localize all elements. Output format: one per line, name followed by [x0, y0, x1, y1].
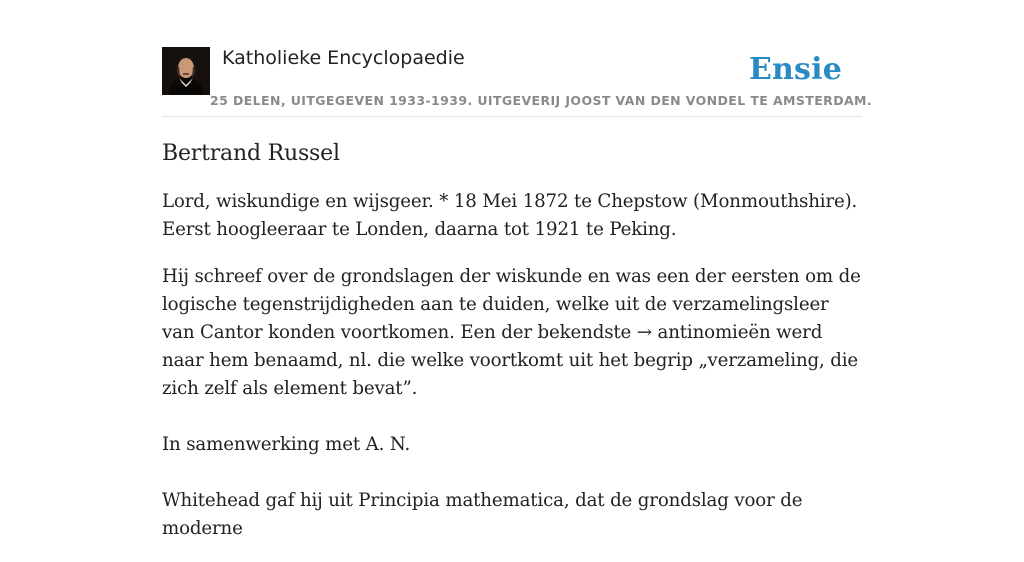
- article: [162, 138, 862, 562]
- article-paragraph: Whitehead gaf hij uit Principia mathematica, dat de grondslag voor de moderne: [162, 490, 803, 539]
- article-paragraph: In samenwerking met A. N.: [162, 434, 411, 455]
- brand-logo[interactable]: Ensie: [748, 52, 842, 87]
- entry-title: Bertrand Russel: [162, 141, 340, 166]
- article-paragraph: Lord, wiskundige en wijsgeer. * 18 Mei 1872 te Chepstow (Monmouthshire). Eerst hoogleeraar te Londen, daarna tot 1921 te Peking.: [162, 191, 858, 240]
- source-title[interactable]: Katholieke Encyclopaedie: [222, 47, 465, 69]
- portrait-avatar-icon[interactable]: [162, 47, 210, 95]
- source-meta: 25 DELEN, UITGEGEVEN 1933-1939. UITGEVERIJ JOOST VAN DEN VONDEL TE AMSTERDAM.: [210, 93, 873, 108]
- article-paragraph: Hij schreef over de grondslagen der wiskunde en was een der eersten om de logische tegenstrijdigheden aan te duiden, welke uit de verzamelingsleer van Cantor konden voortkomen. Een der bekendste → antinomieën werd naar hem benaamd, nl. die welke voortkomt uit het begrip „verzameling, die zich zelf als element bevat”.: [162, 266, 861, 399]
- source-header: [162, 46, 873, 117]
